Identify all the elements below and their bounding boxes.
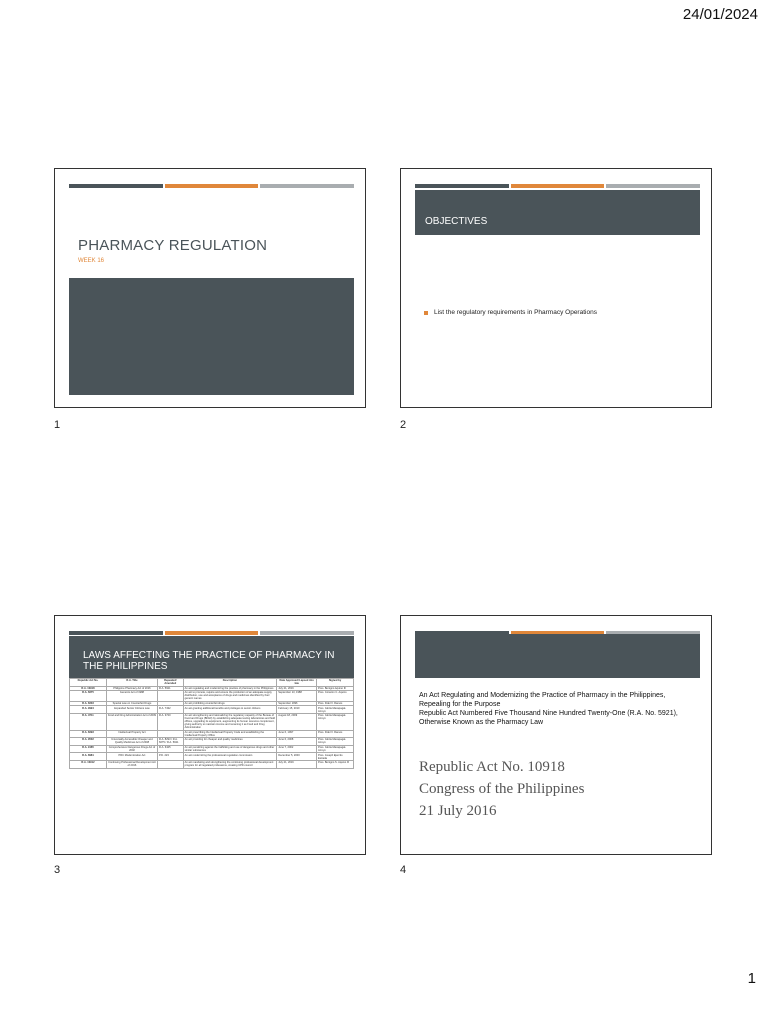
table-cell: R.A. 7432 bbox=[158, 706, 184, 714]
table-cell: R.A. 3720 bbox=[158, 713, 184, 730]
table-cell: Universally Accessible Cheaper and Quality Medicines Act of 2008 bbox=[106, 738, 157, 746]
column-header: Description bbox=[183, 679, 277, 687]
table-cell: R.A. 10918 bbox=[70, 686, 107, 691]
accent-bars bbox=[69, 184, 354, 188]
table-cell: July 21, 2016 bbox=[277, 760, 317, 768]
table-cell: December 5, 2000 bbox=[277, 753, 317, 761]
table-cell: Continuing Professional Development Act of 2016 bbox=[108, 761, 156, 768]
table-cell: Philippine Pharmacy Act of 2016 bbox=[106, 686, 157, 691]
slide-1[interactable] bbox=[54, 168, 366, 408]
bullet-item bbox=[424, 309, 597, 316]
table-cell: June 7, 2002 bbox=[277, 745, 317, 753]
act-line: An Act Regulating and Modernizing the Practice of Pharmacy in the Philippines, bbox=[419, 692, 666, 699]
table-cell: Pres. Gloria Macapagal-Arroyo bbox=[317, 706, 354, 714]
table-cell: R.A. 9165 bbox=[70, 745, 107, 753]
table-cell: Pres. Gloria Macapagal-Arroyo bbox=[317, 745, 354, 753]
table-cell: An act to promote, require and ensure the production of an adequate supply, distribution, use and acceptance of drugs and medicines identified by their generic names bbox=[183, 691, 277, 702]
column-header: Republic Act No. bbox=[70, 679, 107, 687]
table-cell: Pres. Gloria Macapagal-Arroyo bbox=[317, 738, 354, 746]
table-cell: R.A. 8203 bbox=[70, 701, 107, 706]
table-cell: Intellectual Property Act bbox=[106, 730, 157, 738]
table-cell: Pres. Benigno Aquino III bbox=[317, 686, 354, 691]
table-row bbox=[70, 691, 354, 702]
table-cell: Pres. Gloria Macapagal-Arroyo bbox=[317, 713, 354, 730]
table-cell: An act prohibiting counterfeit drugs bbox=[183, 701, 277, 706]
table-cell: June 6, 2008 bbox=[277, 738, 317, 746]
accent-bars bbox=[415, 184, 700, 188]
table-cell: P.D. 223 bbox=[158, 753, 184, 761]
table-cell: Pres. Fidel V. Ramos bbox=[317, 730, 354, 738]
slide-4[interactable] bbox=[400, 615, 712, 855]
table-row bbox=[70, 730, 354, 738]
act-citation bbox=[419, 756, 584, 822]
table-cell: R.A. 5921 bbox=[158, 686, 184, 691]
table-row bbox=[70, 713, 354, 730]
table-cell: R.A. 9994 bbox=[70, 706, 107, 714]
table-cell: R.A. 8981 bbox=[70, 753, 107, 761]
table-cell: February 15, 2010 bbox=[277, 706, 317, 714]
table-cell bbox=[158, 760, 184, 768]
table-header-row bbox=[70, 679, 354, 687]
table-cell: Special Law on Counterfeit Drugs bbox=[106, 701, 157, 706]
table-cell: September 1996 bbox=[277, 701, 317, 706]
table-cell: An act regulating and modernizing the practice of pharmacy in the Philippines bbox=[183, 686, 277, 691]
table-cell: September 13, 1988 bbox=[277, 691, 317, 702]
table-cell bbox=[158, 730, 184, 738]
column-header: Repealed/ Amended bbox=[158, 679, 184, 687]
accent-bars bbox=[69, 631, 354, 635]
table-cell: R.A. 6425 bbox=[158, 745, 184, 753]
table-cell: R.A. 9502 bbox=[70, 738, 107, 746]
page-number: 1 bbox=[747, 970, 756, 987]
table-cell: An act strengthening and rationalizing the regulatory capacity of the Bureau of Food and Drugs (BFAD) by establishing adequate testing laboratories and field offices, upgrading its equipment, augmenting its human resource complement, giving authority to maintain income and renaming it as Food and Drug Administration bbox=[184, 714, 275, 730]
table-cell: Pres. Joseph Ejercito Estrada bbox=[317, 753, 354, 761]
table-cell: R.A. 9711 bbox=[70, 713, 107, 730]
title-band bbox=[415, 634, 700, 678]
table-row bbox=[70, 745, 354, 753]
table-cell: Pres. Benigno S. Aquino III bbox=[317, 760, 354, 768]
act-line: Republic Act Numbered Five Thousand Nine Hundred Twenty-One (R.A. No. 5921), bbox=[419, 710, 678, 717]
title-block bbox=[69, 278, 354, 395]
table-cell: R.A. 6675 bbox=[70, 691, 107, 702]
slide-2[interactable] bbox=[400, 168, 712, 408]
act-date: 21 July 2016 bbox=[419, 803, 497, 819]
table-row bbox=[70, 760, 354, 768]
table-cell bbox=[158, 691, 184, 702]
table-cell: An act prescribing the Intellectual Property Code and establishing the Intellectual Property Office bbox=[183, 730, 277, 738]
act-issuer: Congress of the Philippines bbox=[419, 781, 585, 797]
act-number: Republic Act No. 10918 bbox=[419, 759, 565, 775]
table-cell: R.A. 8293 bbox=[70, 730, 107, 738]
table-cell: August 18, 2009 bbox=[277, 713, 317, 730]
slide-number: 3 bbox=[54, 864, 61, 876]
slide-number: 1 bbox=[54, 419, 61, 431]
act-line: Otherwise Known as the Pharmacy Law bbox=[419, 719, 544, 726]
table-cell: R.A. 8293 / R.A. 6675 / R.A. 5921 bbox=[158, 738, 184, 746]
table-cell: Pres. Corazon C. Aquino bbox=[317, 691, 354, 702]
act-line: Repealing for the Purpose bbox=[419, 701, 501, 708]
table-row bbox=[70, 753, 354, 761]
slide-title: OBJECTIVES bbox=[425, 216, 488, 227]
table-cell: An act modernizing the professional regulation commission bbox=[183, 753, 277, 761]
act-description bbox=[419, 691, 699, 727]
table-cell: An act penalizing against the trafficking and use of dangerous drugs and other similar substances bbox=[183, 745, 277, 753]
table-row bbox=[70, 706, 354, 714]
table-cell: July 21, 2016 bbox=[277, 686, 317, 691]
table-cell: Food and Drug Administration Act of 2009 bbox=[106, 713, 157, 730]
table-cell: PRC Modernization Act bbox=[106, 753, 157, 761]
table-cell: An act providing for cheaper and quality medicines bbox=[183, 738, 277, 746]
slide-3[interactable] bbox=[54, 615, 366, 855]
table-cell: Expanded Senior Citizens Law bbox=[106, 706, 157, 714]
print-date: 24/01/2024 bbox=[682, 6, 758, 23]
table-cell: An act mandating and strengthening the continuing professional development program for all regulated professions, creating CPD council bbox=[183, 760, 277, 768]
table-cell: Generics Act of 1988 bbox=[106, 691, 157, 702]
column-header: Signed by bbox=[317, 679, 354, 687]
slide-subtitle: WEEK 16 bbox=[78, 258, 105, 264]
table-cell: June 6, 1997 bbox=[277, 730, 317, 738]
table-cell: An act granting additional benefits and privileges to senior citizens bbox=[183, 706, 277, 714]
slide-number: 2 bbox=[400, 419, 407, 431]
slide-title: LAWS AFFECTING THE PRACTICE OF PHARMACY IN THE PHILIPPINES bbox=[83, 650, 335, 672]
column-header: Date Approved/ Lapsed into law bbox=[277, 679, 317, 687]
column-header: R.A. Title bbox=[106, 679, 157, 687]
table-cell: Comprehensive Dangerous Drugs Act of 2002 bbox=[106, 745, 157, 753]
bullet-square-icon bbox=[424, 311, 428, 315]
slide-number: 4 bbox=[400, 864, 407, 876]
laws-table bbox=[69, 678, 354, 769]
bullet-text: List the regulatory requirements in Pharmacy Operations bbox=[434, 309, 597, 316]
slide-title: PHARMACY REGULATION bbox=[78, 237, 268, 254]
table-cell: Pres. Fidel V. Ramos bbox=[317, 701, 354, 706]
table-cell: R.A. 10912 bbox=[70, 760, 107, 768]
table-row bbox=[70, 738, 354, 746]
title-band bbox=[415, 190, 700, 235]
